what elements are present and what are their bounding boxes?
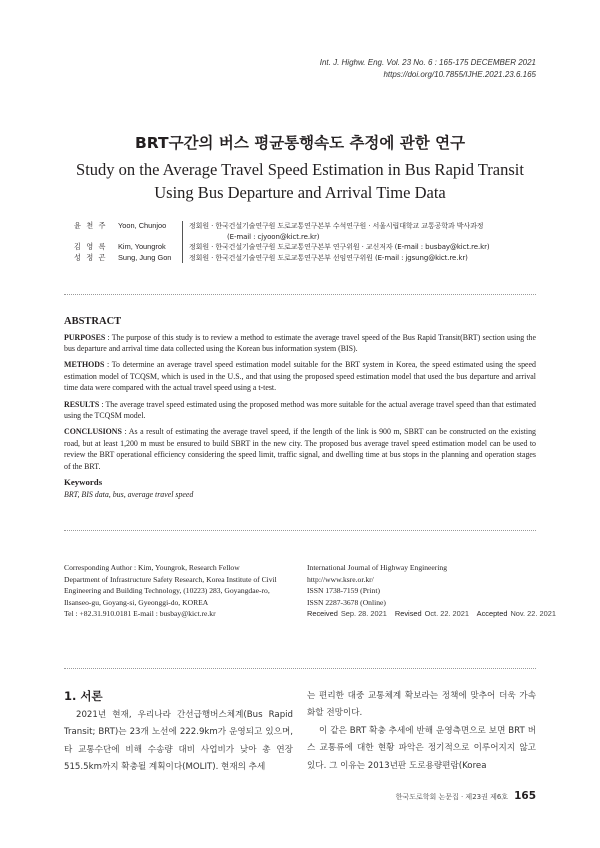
purposes-label: PURPOSES <box>64 332 106 342</box>
author-list <box>74 221 544 263</box>
abstract-purposes <box>64 332 536 355</box>
accepted-label: Accepted <box>476 609 508 619</box>
methods-label: METHODS <box>64 360 105 370</box>
abstract-heading: ABSTRACT <box>64 316 122 327</box>
body-paragraph: 2021년 현재, 우리나라 간선급행버스체계(Bus Rapid Transit; BRT)는 23개 노선에 222.9km가 운영되고 있으며, 타 교통수단에 비해 수송량 대비 사업비가 낮아 총 연장 515.5km까지 확충될 계획이다(MOLIT). 현재의 추세 <box>64 710 293 773</box>
journal-info-block <box>307 562 556 620</box>
author-name-korean: 윤 천 주 <box>74 221 107 230</box>
author-name-english: Yoon, Chunjoo <box>118 221 167 230</box>
footer-journal-name: 한국도로학회 논문집 · 제23권 제6호 <box>395 793 509 801</box>
correspondence-line: Ilsanseo-gu, Goyang-si, Gyeonggi-do, KOREA <box>64 597 209 607</box>
affiliation-line: 정회원 · 한국건설기술연구원 도로교통연구본부 수석연구원 · 서울시립대학교 교통공학과 박사과정 <box>189 222 484 230</box>
issn-print: ISSN 1738-7159 (Print) <box>307 586 380 596</box>
divider <box>64 294 536 295</box>
affiliation-line: 정회원 · 한국건설기술연구원 도로교통연구본부 연구위원 · 교신저자 (E-mail : busbay@kict.re.kr) <box>189 243 490 251</box>
abstract-conclusions <box>64 426 536 472</box>
keywords-list: BRT, BIS data, bus, average travel speed <box>64 489 194 499</box>
affiliation-email[interactable]: (E-mail : cjyoon@kict.re.kr) <box>227 232 320 241</box>
section-heading: 1. 서론 <box>64 689 103 703</box>
journal-url[interactable]: http://www.ksre.or.kr/ <box>307 574 374 584</box>
results-text: : The average travel speed estimated using the proposed method was more suitable for the actual average travel speed than that estimated using the TCQSM model. <box>64 399 536 421</box>
results-label: RESULTS <box>64 399 100 409</box>
abstract-results <box>64 399 536 422</box>
received-date: Sep. 28. 2021 <box>340 609 387 619</box>
affiliation-line: 정회원 · 한국건설기술연구원 도로교통연구본부 선임연구위원 (E-mail : jgsung@kict.re.kr) <box>189 253 468 262</box>
author-row <box>74 221 544 242</box>
body-column-left <box>64 707 293 777</box>
body-column-right <box>307 688 536 775</box>
correspondence-block <box>64 562 294 620</box>
purposes-text: : The purpose of this study is to review a method to estimate the average travel speed of the Bus Rapid Transit(BRT) section using the bus departure and arrival time data collected using the Korean bus information system (BIS). <box>64 332 536 354</box>
korean-title: BRT구간의 버스 평균통행속도 추정에 관한 연구 <box>134 134 466 152</box>
english-title <box>0 158 600 204</box>
english-title-line1: Study on the Average Travel Speed Estimation in Bus Rapid Transit <box>76 160 524 179</box>
author-affiliation <box>182 242 544 253</box>
conclusions-text: : As a result of estimating the average travel speed, if the length of the link is 900 m, SBRT can be constructed on the existing road, but at least 1,200 m must be ensured to build SBRT in the new city. The proposed bus average travel speed estimation model can be used to review the BRT operational efficiency considering the speed limit, traffic signal, and dwelling time at bus stops in the planning and operation stages of the BRT. <box>64 427 536 472</box>
methods-text: : To determine an average travel speed estimation model suitable for the BRT system in Korea, the speed estimated using the speed estimation model of TCQSM, which is used in the U.S., and that using the proposed speed estimation model that used the bus departure and arrival time data were compared with the actual travel speed using a t-test. <box>64 360 536 393</box>
divider <box>64 530 536 531</box>
correspondence-line: Engineering and Building Technology, (10223) 283, Goyangdae-ro, <box>64 586 270 596</box>
author-name-english: Sung, Jung Gon <box>118 252 172 262</box>
journal-header <box>320 57 536 81</box>
conclusions-label: CONCLUSIONS <box>64 427 122 437</box>
keywords-heading: Keywords <box>64 477 103 488</box>
revised-date: Oct. 22. 2021 <box>424 609 469 619</box>
received-label: Received <box>307 609 338 619</box>
page-footer <box>396 790 536 802</box>
body-paragraph: 는 편리한 대중 교통체계 확보라는 정책에 맞추어 더욱 가속화할 전망이다. <box>307 691 536 719</box>
author-name-korean: 성 정 곤 <box>74 252 107 262</box>
abstract-section <box>64 316 536 500</box>
revised-label: Revised <box>394 609 422 619</box>
correspondence-contact: Tel : +82.31.910.0181 E-mail : busbay@kict.re.kr <box>64 609 216 619</box>
page-number: 165 <box>514 790 536 802</box>
submission-dates <box>307 608 556 620</box>
issn-online: ISSN 2287-3678 (Online) <box>307 597 386 607</box>
journal-citation: Int. J. Highw. Eng. Vol. 23 No. 6 : 165-175 DECEMBER 2021 <box>319 58 536 67</box>
abstract-methods <box>64 359 536 394</box>
english-title-line2: Using Bus Departure and Arrival Time Data <box>154 183 446 202</box>
correspondence-line: Corresponding Author : Kim, Youngrok, Research Fellow <box>64 563 240 572</box>
author-name-english: Kim, Youngrok <box>118 242 166 251</box>
body-paragraph: 이 같은 BRT 확충 추세에 반해 운영측면으로 보면 BRT 버스 교통류에 대한 현황 파악은 정기적으로 이루어지지 않고 있다. 그 이유는 2013년판 도로용량편람(Korea <box>307 725 536 771</box>
journal-name: International Journal of Highway Engineering <box>307 563 448 572</box>
author-row <box>74 242 544 253</box>
author-name-korean: 김 영 록 <box>74 242 107 251</box>
accepted-date: Nov. 22. 2021 <box>510 609 556 619</box>
divider <box>64 668 536 669</box>
author-affiliation <box>182 221 544 242</box>
doi-link[interactable]: https://doi.org/10.7855/IJHE.2021.23.6.165 <box>383 70 536 79</box>
correspondence-line: Department of Infrastructure Safety Research, Korea Institute of Civil <box>64 574 277 584</box>
author-affiliation <box>182 253 544 264</box>
author-row <box>74 253 544 264</box>
